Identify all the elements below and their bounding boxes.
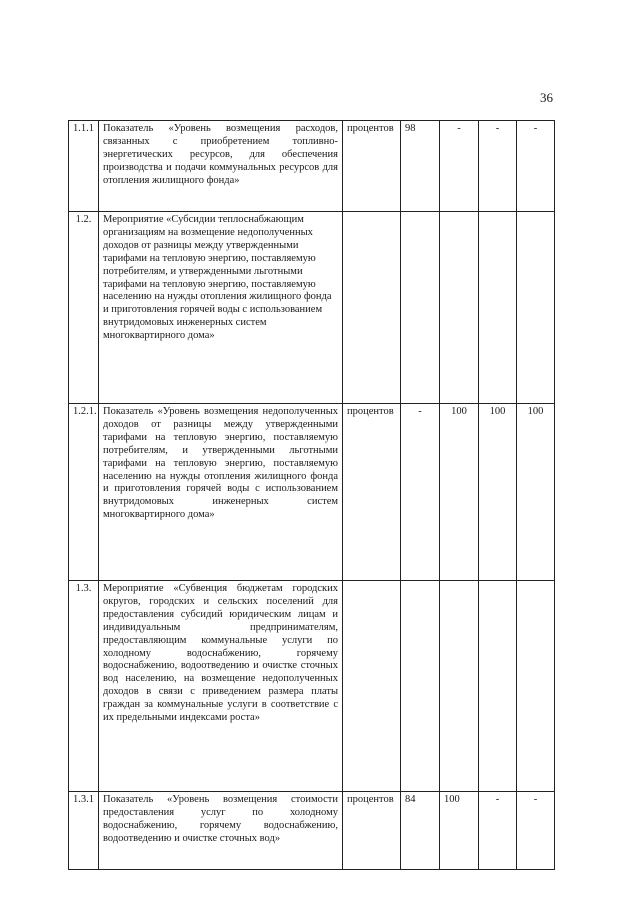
indicators-table — [68, 120, 555, 870]
row-value-3 — [479, 212, 517, 404]
row-description: Мероприятие «Субвенция бюджетам городских округов, городских и сельских поселений для предоставления субсидий юридическим лицам и индивидуальным предпринимателям, предоставляющим коммунальные услуги по холодному водоснабжению, горячему водоснабжению, водоотведению и очистке сточных вод населению, на возмещение недополученных доходов в связи с приведением размера платы граждан за коммунальные услуги в соответствие с их предельными индексами роста» — [99, 581, 343, 792]
row-value-1: 84 — [401, 792, 440, 870]
table-row — [69, 404, 555, 581]
row-value-1 — [401, 212, 440, 404]
row-value-4: - — [517, 121, 555, 212]
row-value-3: - — [479, 792, 517, 870]
row-value-4: 100 — [517, 404, 555, 581]
row-number: 1.2.1. — [69, 404, 99, 581]
page-number: 36 — [540, 90, 553, 105]
row-unit — [343, 212, 401, 404]
row-value-3 — [479, 581, 517, 792]
row-value-2: - — [440, 121, 479, 212]
row-number: 1.3.1 — [69, 792, 99, 870]
row-unit: процентов — [343, 121, 401, 212]
row-value-2: 100 — [440, 792, 479, 870]
table-row — [69, 581, 555, 792]
row-number: 1.1.1 — [69, 121, 99, 212]
row-value-1 — [401, 581, 440, 792]
row-value-3: - — [479, 121, 517, 212]
row-description: Показатель «Уровень возмещения расходов, связанных с приобретением топливно-энергетических ресурсов, для обеспечения производства и подачи коммунальных ресурсов для отопления жилищного фонда» — [99, 121, 343, 212]
row-description: Мероприятие «Субсидии теплоснабжающим организациям на возмещение недополученных доходов от разницы между утвержденными тарифами на тепловую энергию, поставляемую потребителям, и утвержденными льготными тарифами на тепловую энергию, поставляемую населению на нужды отопления жилищного фонда и приготовления горячей воды с использованием внутридомовых инженерных систем многоквартирного дома» — [99, 212, 343, 404]
row-value-4 — [517, 212, 555, 404]
row-unit — [343, 581, 401, 792]
row-value-2 — [440, 212, 479, 404]
table-row — [69, 792, 555, 870]
row-value-4: - — [517, 792, 555, 870]
row-value-1: 98 — [401, 121, 440, 212]
row-description: Показатель «Уровень возмещения стоимости предоставления услуг по холодному водоснабжению, горячему водоснабжению, водоотведению и очистке сточных вод» — [99, 792, 343, 870]
row-unit: процентов — [343, 792, 401, 870]
table-row — [69, 121, 555, 212]
row-value-2: 100 — [440, 404, 479, 581]
row-number: 1.3. — [69, 581, 99, 792]
row-value-1: - — [401, 404, 440, 581]
row-value-3: 100 — [479, 404, 517, 581]
row-description: Показатель «Уровень возмещения недополученных доходов от разницы между утвержденными тарифами на тепловую энергию, поставляемую потребителям, и утвержденными льготными тарифами на тепловую энергию, поставляемую населению на нужды отопления жилищного фонда и приготовления горячей воды с использованием внутридомовых инженерных систем многоквартирного дома» — [99, 404, 343, 581]
row-number: 1.2. — [69, 212, 99, 404]
row-value-4 — [517, 581, 555, 792]
row-value-2 — [440, 581, 479, 792]
table-row — [69, 212, 555, 404]
row-unit: процентов — [343, 404, 401, 581]
